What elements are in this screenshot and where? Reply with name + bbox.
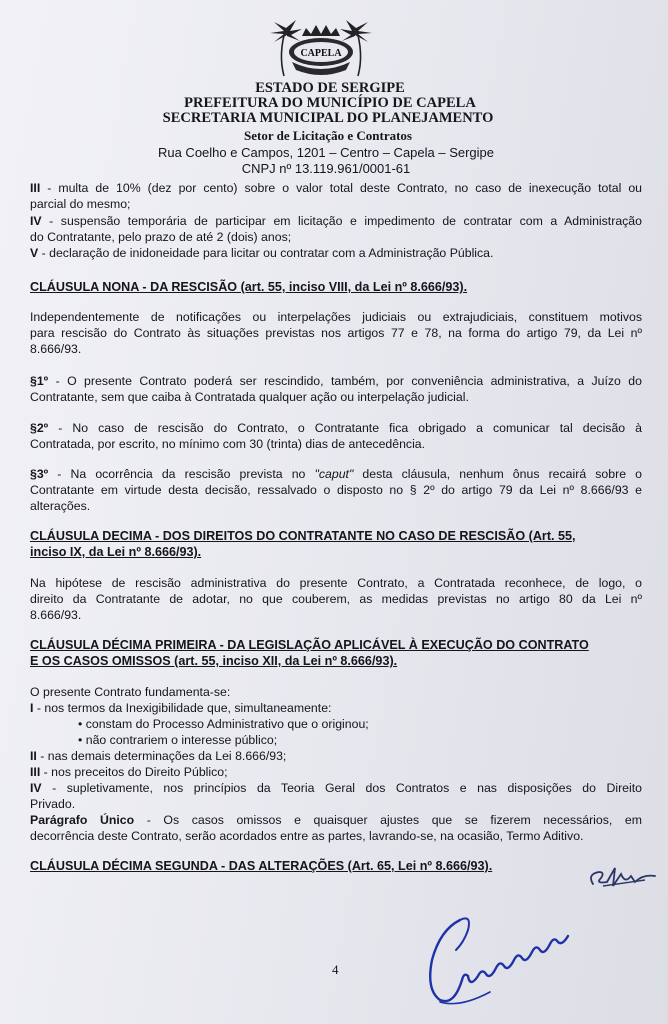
- clausula-decima-p-line-3: 8.666/93.: [30, 608, 82, 622]
- clausula-nona-p1-line-3: 8.666/93.: [30, 342, 82, 356]
- paragrafo-unico-line-1: Parágrafo Único - Os casos omissos e quaisquer ajustes que se fizerem necessários, em: [30, 813, 642, 827]
- bullet-item-1: • constam do Processo Administrativo que o originou;: [78, 717, 369, 731]
- item-iv-line-2: do Contratante, pelo prazo de até 2 (dois) anos;: [30, 230, 292, 244]
- clausula-nona-heading: CLÁUSULA NONA - DA RESCISÃO (art. 55, inciso VIII, da Lei nº 8.666/93).: [30, 280, 468, 294]
- sector-title: Setor de Licitação e Contratos: [243, 128, 412, 143]
- clausula-decima-p-line-1: Na hipótese de rescisão administrativa do presente Contrato, a Contratada reconhece, de logo, o: [30, 576, 642, 590]
- paragraph-3-line-3: alterações.: [30, 499, 91, 513]
- clausula-decima-primeira-heading-line-1: CLÁUSULA DÉCIMA PRIMEIRA - DA LEGISLAÇÃO APLICÁVEL À EXECUÇÃO DO CONTRATO: [30, 638, 589, 652]
- state-title: ESTADO DE SERGIPE: [255, 80, 405, 96]
- paragraph-2-line-2: Contratada, por escrito, no mínimo com 30 (trinta) dias de antecedência.: [30, 437, 426, 451]
- cnpj-line: CNPJ nº 13.119.961/0001-61: [241, 161, 411, 176]
- paragraph-2-line-1: §2º - No caso de rescisão do Contrato, o Contratante fica obrigado a comunicar tal decisão à: [30, 421, 642, 435]
- clausula-decima-primeira-heading-line-2: E OS CASOS OMISSOS (art. 55, inciso XII, da Lei nº 8.666/93).: [30, 654, 398, 668]
- clausula-decima-segunda-heading: CLÁUSULA DÉCIMA SEGUNDA - DAS ALTERAÇÕES (Art. 65, Lei nº 8.666/93).: [30, 859, 493, 873]
- item-iv-line-1: IV - suspensão temporária de participar em licitação e impedimento de contratar com a Administração: [30, 214, 642, 228]
- inciso-iii-line: III - nos preceitos do Direito Público;: [30, 765, 228, 779]
- address-line: Rua Coelho e Campos, 1201 – Centro – Capela – Sergipe: [157, 145, 495, 160]
- item-iii-line-2: parcial do mesmo;: [30, 197, 131, 211]
- paragrafo-unico-line-2: decorrência deste Contrato, serão acordados entre as partes, lavrando-se, na ocasião, Termo Aditivo.: [30, 829, 584, 843]
- paragraph-3-line-2: Contratante em virtude desta decisão, ressalvado o disposto no § 2º do artigo 79 da Lei nº 8.666/93 e: [30, 483, 642, 497]
- clausula-decima-heading-line-1: CLÁUSULA DECIMA - DOS DIREITOS DO CONTRATANTE NO CASO DE RESCISÃO (Art. 55,: [30, 529, 576, 543]
- inciso-iv-line-1: IV - supletivamente, nos princípios da Teoria Geral dos Contratos e nas disposições do Direito: [30, 781, 642, 795]
- bullet-item-2: • não contrariem o interesse público;: [78, 733, 278, 747]
- clausula-nona-p1-line-2: para rescisão do Contrato às situações previstas nos artigos 77 e 78, na forma do artigo 79, da Lei nº: [30, 326, 642, 340]
- paragraph-1-line-1: §1º - O presente Contrato poderá ser rescindido, também, por conveniência administrativa, a Juízo do: [30, 374, 642, 388]
- fundamenta-intro: O presente Contrato fundamenta-se:: [30, 685, 231, 699]
- item-iii-line-1: III - multa de 10% (dez por cento) sobre o valor total deste Contrato, no caso de inexecução total ou: [30, 181, 642, 195]
- municipality-title: PREFEITURA DO MUNICÍPIO DE CAPELA: [184, 95, 476, 111]
- inciso-iv-line-2: Privado.: [30, 797, 76, 811]
- municipal-seal-emblem: [262, 14, 380, 80]
- secretariat-title: SECRETARIA MUNICIPAL DO PLANEJAMENTO: [162, 110, 494, 126]
- page-number: 4: [332, 962, 339, 977]
- inciso-ii-line: II - nas demais determinações da Lei 8.666/93;: [30, 749, 287, 763]
- clausula-decima-heading-line-2: inciso IX, da Lei nº 8.666/93).: [30, 545, 202, 559]
- clausula-decima-p-line-2: direito da Contratante de adotar, no que couberem, as medidas previstas no artigo 80 da Lei nº: [30, 592, 642, 606]
- inciso-i-line: I - nos termos da Inexigibilidade que, simultaneamente:: [30, 701, 332, 715]
- handwritten-signature: [420, 880, 590, 1010]
- paragraph-1-line-2: Contratante, sem que caiba à Contratada qualquer ação ou interpelação judicial.: [30, 390, 469, 404]
- clausula-nona-p1-line-1: Independentemente de notificações ou interpelações judiciais ou extrajudiciais, constituem motivos: [30, 310, 642, 324]
- seal-text: CAPELA: [300, 48, 342, 59]
- item-v-line: V - declaração de inidoneidade para licitar ou contratar com a Administração Pública.: [30, 246, 494, 260]
- initials-signature: [585, 864, 657, 894]
- paragraph-3-line-1: §3º - Na ocorrência da rescisão prevista no "caput" desta cláusula, nenhum ônus recairá sobre o: [30, 467, 642, 481]
